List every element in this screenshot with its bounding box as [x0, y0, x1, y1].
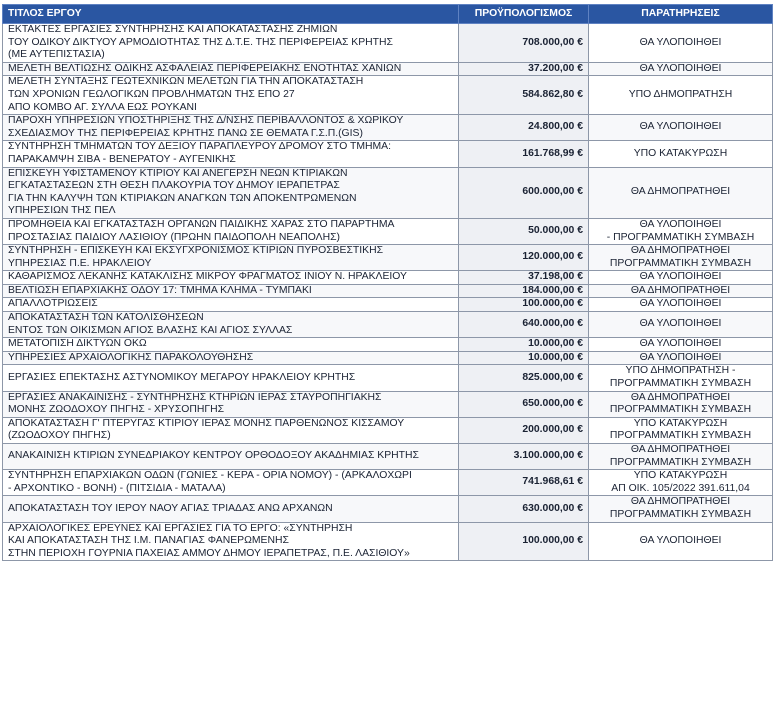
budget-cell: 200.000,00 €	[459, 417, 589, 443]
budget-cell: 184.000,00 €	[459, 284, 589, 298]
remarks-cell	[589, 141, 773, 167]
remarks-cell	[589, 24, 773, 63]
table-row	[3, 167, 773, 218]
project-title-cell	[3, 417, 459, 443]
table-row	[3, 365, 773, 391]
table-row	[3, 76, 773, 115]
project-title-line: ΠΡΟΜΗΘΕΙΑ ΚΑΙ ΕΓΚΑΤΑΣΤΑΣΗ ΟΡΓΑΝΩΝ ΠΑΙΔΙΚΗΣ ΧΑΡΑΣ ΣΤΟ ΠΑΡΑΡΤΗΜΑ	[8, 218, 395, 230]
remarks-line: ΘΑ ΔΗΜΟΠΡΑΤΗΘΕΙ	[630, 391, 731, 403]
table-row	[3, 115, 773, 141]
header-remarks: ΠΑΡΑΤΗΡΗΣΕΙΣ	[589, 5, 773, 24]
project-title-cell	[3, 115, 459, 141]
project-title-line: ΥΠΗΡΕΣΙΕΣ ΑΡΧΑΙΟΛΟΓΙΚΗΣ ΠΑΡΑΚΟΛΟΥΘΗΣΗΣ	[8, 351, 254, 363]
budget-cell: 100.000,00 €	[459, 298, 589, 312]
remarks-cell	[589, 167, 773, 218]
budget-cell: 650.000,00 €	[459, 391, 589, 417]
remarks-line: ΘΑ ΔΗΜΟΠΡΑΤΗΘΕΙ	[630, 245, 731, 257]
table-row	[3, 312, 773, 338]
remarks-line: ΠΡΟΓΡΑΜΜΑΤΙΚΗ ΣΥΜΒΑΣΗ	[609, 430, 752, 442]
project-title-cell	[3, 312, 459, 338]
budget-cell: 37.200,00 €	[459, 62, 589, 76]
remarks-line: ΠΡΟΓΡΑΜΜΑΤΙΚΗ ΣΥΜΒΑΣΗ	[609, 456, 752, 468]
remarks-cell	[589, 417, 773, 443]
remarks-cell	[589, 338, 773, 352]
remarks-cell	[589, 284, 773, 298]
projects-table	[2, 4, 773, 561]
project-title-cell	[3, 338, 459, 352]
remarks-line: ΑΠ ΟΙΚ. 105/2022 391.611,04	[611, 482, 750, 494]
project-title-cell	[3, 141, 459, 167]
project-title-line: ΜΕΛΕΤΗ ΣΥΝΤΑΞΗΣ ΓΕΩΤΕΧΝΙΚΩΝ ΜΕΛΕΤΩΝ ΓΙΑ ΤΗΝ ΑΠΟΚΑΤΑΣΤΑΣΗ	[8, 76, 364, 88]
project-title-cell	[3, 284, 459, 298]
remarks-line: ΘΑ ΔΗΜΟΠΡΑΤΗΘΕΙ	[630, 444, 731, 455]
remarks-line: - ΠΡΟΓΡΑΜΜΑΤΙΚΗ ΣΥΜΒΑΣΗ	[606, 231, 755, 243]
table-row	[3, 351, 773, 365]
project-title-cell	[3, 391, 459, 417]
remarks-cell	[589, 115, 773, 141]
remarks-line: ΘΑ ΥΛΟΠΟΙΗΘΕΙ	[639, 535, 722, 547]
budget-cell: 120.000,00 €	[459, 245, 589, 271]
budget-cell: 3.100.000,00 €	[459, 444, 589, 470]
project-title-line: - ΑΡΧΟΝΤΙΚΟ - ΒΟΝΗ) - (ΠΙΤΣΙΔΙΑ - ΜΑΤΑΛΑ)	[8, 482, 226, 494]
project-title-line: ΤΩΝ ΧΡΟΝΙΩΝ ΓΕΩΛΟΓΙΚΩΝ ΠΡΟΒΛΗΜΑΤΩΝ ΤΗΣ ΕΠΟ 27	[8, 88, 295, 100]
project-title-line: ΣΤΗΝ ΠΕΡΙΟΧΗ ΓΟΥΡΝΙΑ ΠΑΧΕΙΑΣ ΑΜΜΟΥ ΔΗΜΟΥ ΙΕΡΑΠΕΤΡΑΣ, Π.Ε. ΛΑΣΙΘΙΟΥ»	[8, 547, 410, 559]
table-row	[3, 496, 773, 522]
remarks-cell	[589, 365, 773, 391]
remarks-cell	[589, 218, 773, 244]
project-title-line: ΕΡΓΑΣΙΕΣ ΕΠΕΚΤΑΣΗΣ ΑΣΤΥΝΟΜΙΚΟΥ ΜΕΓΑΡΟΥ ΗΡΑΚΛΕΙΟΥ ΚΡΗΤΗΣ	[8, 371, 356, 383]
remarks-cell	[589, 312, 773, 338]
project-title-line: ΤΟΥ ΟΔΙΚΟΥ ΔΙΚΤΥΟΥ ΑΡΜΟΔΙΟΤΗΤΑΣ ΤΗΣ Δ.Τ.Ε. ΤΗΣ ΠΕΡΙΦΕΡΕΙΑΣ ΚΡΗΤΗΣ	[8, 36, 393, 48]
remarks-line: ΠΡΟΓΡΑΜΜΑΤΙΚΗ ΣΥΜΒΑΣΗ	[609, 404, 752, 416]
project-title-cell	[3, 298, 459, 312]
project-title-line: ΣΥΝΤΗΡΗΣΗ - ΕΠΙΣΚΕΥΗ ΚΑΙ ΕΚΣΥΓΧΡΟΝΙΣΜΟΣ ΚΤΙΡΙΩΝ ΠΥΡΟΣΒΕΣΤΙΚΗΣ	[8, 245, 383, 257]
remarks-line: ΘΑ ΔΗΜΟΠΡΑΤΗΘΕΙ	[630, 186, 731, 198]
project-title-line: ΠΑΡΑΚΑΜΨΗ ΣΙΒΑ - ΒΕΝΕΡΑΤΟΥ - ΑΥΓΕΝΙΚΗΣ	[8, 153, 236, 165]
budget-cell: 640.000,00 €	[459, 312, 589, 338]
remarks-cell	[589, 62, 773, 76]
budget-cell: 584.862,80 €	[459, 76, 589, 115]
remarks-cell	[589, 470, 773, 496]
table-row	[3, 338, 773, 352]
table-row	[3, 24, 773, 63]
remarks-line: ΥΠΟ ΚΑΤΑΚΥΡΩΣΗ	[633, 417, 728, 429]
project-title-line: ΓΙΑ ΤΗΝ ΚΑΛΥΨΗ ΤΩΝ ΚΤΙΡΙΑΚΩΝ ΑΝΑΓΚΩΝ ΤΩΝ ΑΠΟΚΕΝΤΡΩΜΕΝΩΝ	[8, 192, 357, 204]
table-row	[3, 284, 773, 298]
project-title-cell	[3, 218, 459, 244]
remarks-line: ΘΑ ΥΛΟΠΟΙΗΘΕΙ	[639, 318, 722, 330]
project-title-line: ΠΡΟΣΤΑΣΙΑΣ ΠΑΙΔΙΟΥ ΛΑΣΙΘΙΟΥ (ΠΡΩΗΝ ΠΑΙΔΟΠΟΛΗ ΝΕΑΠΟΛΗΣ)	[8, 231, 340, 243]
budget-cell: 10.000,00 €	[459, 351, 589, 365]
budget-cell: 100.000,00 €	[459, 522, 589, 561]
budget-cell: 825.000,00 €	[459, 365, 589, 391]
project-title-cell	[3, 271, 459, 285]
remarks-line: ΘΑ ΥΛΟΠΟΙΗΘΕΙ	[639, 62, 722, 74]
table-row	[3, 298, 773, 312]
table-row	[3, 522, 773, 561]
project-title-cell	[3, 24, 459, 63]
project-title-line: ΜΕΤΑΤΟΠΙΣΗ ΔΙΚΤΥΩΝ ΟΚΩ	[8, 338, 147, 350]
remarks-cell	[589, 522, 773, 561]
project-title-cell	[3, 245, 459, 271]
table-row	[3, 470, 773, 496]
remarks-cell	[589, 298, 773, 312]
budget-cell: 37.198,00 €	[459, 271, 589, 285]
remarks-line: ΥΠΟ ΔΗΜΟΠΡΑΤΗΣΗ	[628, 88, 733, 100]
project-title-line: ΑΠΟ ΚΟΜΒΟ ΑΓ. ΣΥΛΛΑ ΕΩΣ ΡΟΥΚΑΝΙ	[8, 101, 197, 113]
project-title-line: ΣΥΝΤΗΡΗΣΗ ΕΠΑΡΧΙΑΚΩΝ ΟΔΩΝ (ΓΩΝΙΕΣ - ΚΕΡΑ - ΟΡΙΑ ΝΟΜΟΥ) - (ΑΡΚΑΛΟΧΩΡΙ	[8, 470, 412, 482]
remarks-cell	[589, 391, 773, 417]
remarks-line: ΥΠΟ ΚΑΤΑΚΥΡΩΣΗ	[633, 470, 728, 482]
project-title-line: ΑΠΟΚΑΤΑΣΤΑΣΗ ΤΩΝ ΚΑΤΟΛΙΣΘΗΣΕΩΝ	[8, 312, 204, 324]
remarks-line: ΘΑ ΥΛΟΠΟΙΗΘΕΙ	[639, 218, 722, 230]
table-row	[3, 444, 773, 470]
project-title-cell	[3, 470, 459, 496]
remarks-cell	[589, 271, 773, 285]
project-title-cell	[3, 444, 459, 470]
project-title-cell	[3, 522, 459, 561]
project-title-line: ΒΕΛΤΙΩΣΗ ΕΠΑΡΧΙΑΚΗΣ ΟΔΟΥ 17: ΤΜΗΜΑ ΚΛΗΜΑ - ΤΥΜΠΑΚΙ	[8, 284, 312, 296]
header-budget: ΠΡΟΫΠΟΛΟΓΙΣΜΟΣ	[459, 5, 589, 24]
remarks-line: ΘΑ ΥΛΟΠΟΙΗΘΕΙ	[639, 121, 722, 133]
remarks-cell	[589, 245, 773, 271]
budget-cell: 24.800,00 €	[459, 115, 589, 141]
project-title-cell	[3, 62, 459, 76]
table-row	[3, 245, 773, 271]
table-row	[3, 218, 773, 244]
table-row	[3, 141, 773, 167]
remarks-line: ΘΑ ΥΛΟΠΟΙΗΘΕΙ	[639, 36, 722, 48]
table-header-row	[3, 5, 773, 24]
project-title-line: ΑΠΟΚΑΤΑΣΤΑΣΗ ΤΟΥ ΙΕΡΟΥ ΝΑΟΥ ΑΓΙΑΣ ΤΡΙΑΔΑΣ ΑΝΩ ΑΡΧΑΝΩΝ	[8, 502, 333, 514]
project-title-line: ΥΠΗΡΕΣΙΩΝ ΤΗΣ ΠΕΛ	[8, 205, 116, 217]
project-title-line: ΑΝΑΚΑΙΝΙΣΗ ΚΤΙΡΙΩΝ ΣΥΝΕΔΡΙΑΚΟΥ ΚΕΝΤΡΟΥ ΟΡΘΟΔΟΞΟΥ ΑΚΑΔΗΜΙΑΣ ΚΡΗΤΗΣ	[8, 450, 419, 462]
remarks-line: ΘΑ ΥΛΟΠΟΙΗΘΕΙ	[639, 271, 722, 283]
table-body	[3, 24, 773, 561]
project-title-line: ΥΠΗΡΕΣΙΑΣ Π.Ε. ΗΡΑΚΛΕΙΟΥ	[8, 257, 152, 269]
project-title-cell	[3, 365, 459, 391]
budget-cell: 50.000,00 €	[459, 218, 589, 244]
budget-cell: 708.000,00 €	[459, 24, 589, 63]
remarks-line: ΘΑ ΥΛΟΠΟΙΗΘΕΙ	[639, 298, 722, 310]
project-title-line: ΑΠΑΛΛΟΤΡΙΩΣΕΙΣ	[8, 298, 98, 310]
table-row	[3, 62, 773, 76]
budget-cell: 161.768,99 €	[459, 141, 589, 167]
remarks-line: ΥΠΟ ΚΑΤΑΚΥΡΩΣΗ	[633, 147, 728, 159]
remarks-line: ΘΑ ΥΛΟΠΟΙΗΘΕΙ	[639, 338, 722, 350]
project-title-line: ΕΚΤΑΚΤΕΣ ΕΡΓΑΣΙΕΣ ΣΥΝΤΗΡΗΣΗΣ ΚΑΙ ΑΠΟΚΑΤΑΣΤΑΣΗΣ ΖΗΜΙΩΝ	[8, 24, 338, 35]
budget-cell: 600.000,00 €	[459, 167, 589, 218]
remarks-line: ΠΡΟΓΡΑΜΜΑΤΙΚΗ ΣΥΜΒΑΣΗ	[609, 378, 752, 390]
project-title-cell	[3, 351, 459, 365]
project-title-line: (ΖΩΟΔΟΧΟΥ ΠΗΓΗΣ)	[8, 430, 111, 442]
project-title-cell	[3, 496, 459, 522]
table-row	[3, 271, 773, 285]
project-title-line: ΚΑΙ ΑΠΟΚΑΤΑΣΤΑΣΗ ΤΗΣ Ι.Μ. ΠΑΝΑΓΙΑΣ ΦΑΝΕΡΩΜΕΝΗΣ	[8, 535, 289, 547]
remarks-cell	[589, 351, 773, 365]
project-title-line: (ΜΕ ΑΥΤΕΠΙΣΤΑΣΙΑ)	[8, 49, 105, 61]
header-title: ΤΙΤΛΟΣ ΕΡΓΟΥ	[3, 5, 459, 24]
remarks-line: ΥΠΟ ΔΗΜΟΠΡΑΤΗΣΗ -	[625, 365, 736, 377]
remarks-line: ΘΑ ΔΗΜΟΠΡΑΤΗΘΕΙ	[630, 496, 731, 508]
remarks-cell	[589, 76, 773, 115]
project-title-line: ΜΟΝΗΣ ΖΩΟΔΟΧΟΥ ΠΗΓΗΣ - ΧΡΥΣΟΠΗΓΗΣ	[8, 404, 224, 416]
budget-cell: 10.000,00 €	[459, 338, 589, 352]
remarks-cell	[589, 496, 773, 522]
project-title-cell	[3, 167, 459, 218]
budget-cell: 630.000,00 €	[459, 496, 589, 522]
remarks-line: ΘΑ ΔΗΜΟΠΡΑΤΗΘΕΙ	[630, 284, 731, 296]
project-title-line: ΕΓΚΑΤΑΣΤΑΣΕΩΝ ΣΤΗ ΘΕΣΗ ΠΛΑΚΟΥΡΙΑ ΤΟΥ ΔΗΜΟΥ ΙΕΡΑΠΕΤΡΑΣ	[8, 180, 340, 192]
project-title-cell	[3, 76, 459, 115]
project-title-line: ΠΑΡΟΧΗ ΥΠΗΡΕΣΙΩΝ ΥΠΟΣΤΗΡΙΞΗΣ ΤΗΣ Δ/ΝΣΗΣ ΠΕΡΙΒΑΛΛΟΝΤΟΣ & ΧΩΡΙΚΟΥ	[8, 115, 404, 127]
project-title-line: ΜΕΛΕΤΗ ΒΕΛΤΙΩΣΗΣ ΟΔΙΚΗΣ ΑΣΦΑΛΕΙΑΣ ΠΕΡΙΦΕΡΕΙΑΚΗΣ ΕΝΟΤΗΤΑΣ ΧΑΝΙΩΝ	[8, 62, 402, 74]
project-title-line: ΑΠΟΚΑΤΑΣΤΑΣΗ Γ' ΠΤΕΡΥΓΑΣ ΚΤΙΡΙΟΥ ΙΕΡΑΣ ΜΟΝΗΣ ΠΑΡΘΕΝΩΝΟΣ ΚΙΣΣΑΜΟΥ	[8, 417, 405, 429]
table-row	[3, 391, 773, 417]
table-row	[3, 417, 773, 443]
project-title-line: ΣΧΕΔΙΑΣΜΟΥ ΤΗΣ ΠΕΡΙΦΕΡΕΙΑΣ ΚΡΗΤΗΣ ΠΑΝΩ ΣΕ ΘΕΜΑΤΑ Γ.Σ.Π.(GIS)	[8, 127, 363, 139]
project-title-line: ΕΠΙΣΚΕΥΗ ΥΦΙΣΤΑΜΕΝΟΥ ΚΤΙΡΙΟΥ ΚΑΙ ΑΝΕΓΕΡΣΗ ΝΕΩΝ ΚΤΙΡΙΑΚΩΝ	[8, 167, 348, 179]
project-title-line: ΕΝΤΟΣ ΤΩΝ ΟΙΚΙΣΜΩΝ ΑΓΙΟΣ ΒΛΑΣΗΣ ΚΑΙ ΑΓΙΟΣ ΣΥΛΛΑΣ	[8, 324, 293, 336]
budget-cell: 741.968,61 €	[459, 470, 589, 496]
project-title-line: ΕΡΓΑΣΙΕΣ ΑΝΑΚΑΙΝΙΣΗΣ - ΣΥΝΤΗΡΗΣΗΣ ΚΤΗΡΙΩΝ ΙΕΡΑΣ ΣΤΑΥΡΟΠΗΓΙΑΚΗΣ	[8, 391, 382, 403]
remarks-line: ΠΡΟΓΡΑΜΜΑΤΙΚΗ ΣΥΜΒΑΣΗ	[609, 257, 752, 269]
remarks-line: ΘΑ ΥΛΟΠΟΙΗΘΕΙ	[639, 351, 722, 363]
project-title-line: ΑΡΧΑΙΟΛΟΓΙΚΕΣ ΕΡΕΥΝΕΣ ΚΑΙ ΕΡΓΑΣΙΕΣ ΓΙΑ ΤΟ ΕΡΓΟ: «ΣΥΝΤΗΡΗΣΗ	[8, 522, 353, 534]
remarks-cell	[589, 444, 773, 470]
project-title-line: ΣΥΝΤΗΡΗΣΗ ΤΜΗΜΑΤΩΝ ΤΟΥ ΔΕΞΙΟΥ ΠΑΡΑΠΛΕΥΡΟΥ ΔΡΟΜΟΥ ΣΤΟ ΤΜΗΜΑ:	[8, 141, 391, 153]
project-title-line: ΚΑΘΑΡΙΣΜΟΣ ΛΕΚΑΝΗΣ ΚΑΤΑΚΛΙΣΗΣ ΜΙΚΡΟΥ ΦΡΑΓΜΑΤΟΣ ΙΝΙΟΥ Ν. ΗΡΑΚΛΕΙΟΥ	[8, 271, 407, 283]
remarks-line: ΠΡΟΓΡΑΜΜΑΤΙΚΗ ΣΥΜΒΑΣΗ	[609, 508, 752, 520]
